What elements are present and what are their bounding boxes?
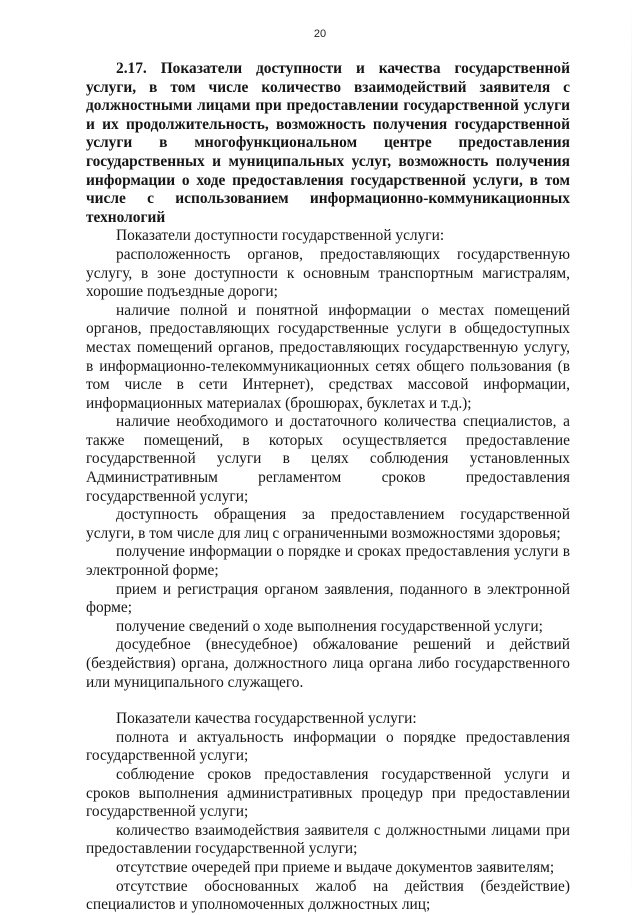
accessibility-item: получение сведений о ходе выполнения государственной услуги; (116, 617, 543, 635)
accessibility-item: досудебное (внесудебное) обжалование решений и действий (бездействия) органа, должностного лица органа либо государственного или муниципального служащего. (86, 636, 570, 691)
quality-item: количество взаимодействия заявителя с должностными лицами при предоставлении государственной услуги; (86, 821, 570, 858)
quality-item: соблюдение сроков предоставления государственной услуги и сроков выполнения административных процедур при предоставлении государственной услуги; (86, 765, 570, 821)
section-gap (86, 692, 570, 710)
accessibility-item: наличие необходимого и достаточного количества специалистов, а также помещений, в которых осуществляется предоставление государственной услуги в целях соблюдения установленных Административным регламентом сроков предоставления государственной услуги; (86, 413, 570, 505)
quality-item: полнота и актуальность информации о порядке предоставления государственной услуги; (86, 728, 570, 765)
page-number: 20 (313, 28, 327, 40)
accessibility-intro: Показатели доступности государственной услуги: (116, 227, 445, 245)
scan-edge-shadow (631, 0, 632, 902)
accessibility-item: доступность обращения за предоставлением государственной услуги, в том числе для лиц с ограниченными возможностями здоровья; (86, 506, 570, 542)
quality-item: отсутствие обоснованных жалоб на действия (бездействие) специалистов и уполномоченных должностных лиц; (86, 877, 570, 914)
accessibility-item: получение информации о порядке и сроках предоставления услуги в электронной форме; (86, 543, 570, 580)
accessibility-item: прием и регистрация органом заявления, поданного в электронной форме; (86, 580, 570, 617)
accessibility-item: расположенность органов, предоставляющих государственную услугу, в зоне доступности к основным транспортным магистралям, хорошие подъездные дороги; (86, 245, 570, 301)
accessibility-section (86, 227, 570, 692)
quality-item: отсутствие очередей при приеме и выдаче документов заявителям; (116, 858, 555, 876)
accessibility-item: наличие полной и понятной информации о местах помещений органов, предоставляющих государственные услуги в общедоступных местах помещений органов, предоставляющих государственную услугу, в информационно-телекоммуникационных сетях общего пользования (в том числе в сети Интернет), средствах массовой информации, информационных материалах (брошюрах, буклетах и т.д.); (86, 301, 570, 412)
quality-section (86, 710, 570, 915)
document-body (86, 60, 570, 915)
section-heading: 2.17. Показатели доступности и качества государственной услуги, в том числе количество взаимодействий заявителя с должностными лицами при предоставлении государственной услуги и их продолжительность, возможность получения государственной услуги в многофункциональном центре предоставления государственных и муниципальных услуг, возможность получения информации о ходе предоставления государственной услуги, в том числе с использованием информационно-коммуникационных технологий (86, 60, 570, 226)
quality-intro: Показатели качества государственной услуги: (116, 710, 417, 728)
